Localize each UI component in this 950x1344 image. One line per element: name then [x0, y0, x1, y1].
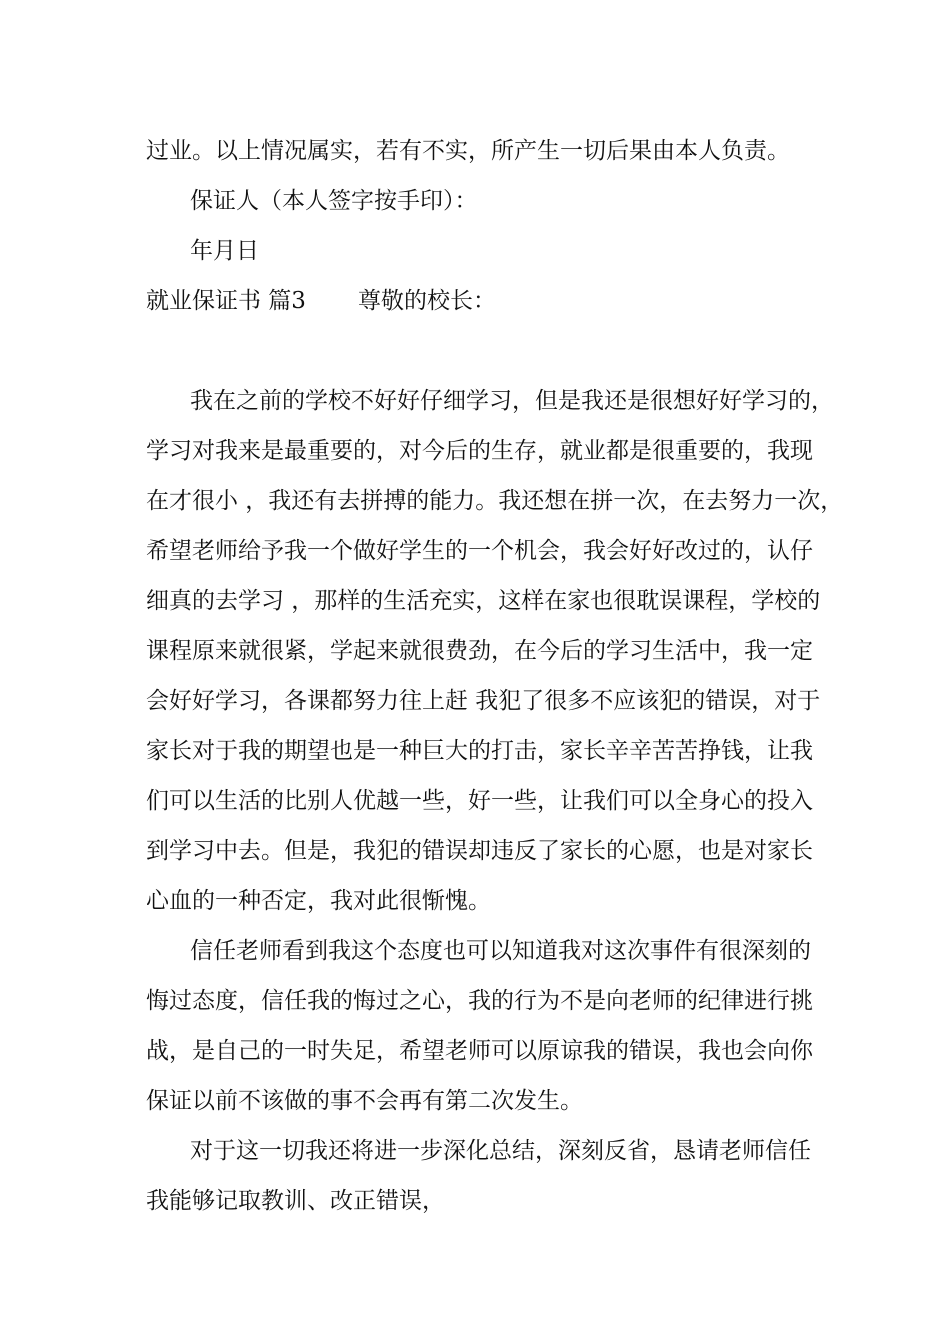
paragraph-line: 在才很小 ，我还有去拼搏的能力。我还想在拼一次，在去努力一次，: [146, 488, 844, 514]
paragraph-line: 们可以生活的比别人优越一些，好一些，让我们可以全身心的投入: [146, 788, 813, 814]
date-line: 年月日: [190, 238, 259, 264]
paragraph-line: 信任老师看到我这个态度也可以知道我对这次事件有很深刻的: [190, 938, 811, 964]
paragraph-line: 课程原来就很紧，学起来就很费劲，在今后的学习生活中，我一定: [146, 638, 813, 664]
paragraph-line: 家长对于我的期望也是一种巨大的打击，家长辛辛苦苦挣钱，让我: [146, 738, 813, 764]
paragraph-line: 保证以前不该做的事不会再有第二次发生。: [146, 1088, 583, 1114]
paragraph-line: 悔过态度，信任我的悔过之心，我的行为不是向老师的纪律进行挑: [146, 988, 813, 1014]
text-line: 过业。以上情况属实，若有不实，所产生一切后果由本人负责。: [146, 138, 790, 164]
paragraph-line: 会好好学习，各课都努力往上赶 我犯了很多不应该犯的错误，对于: [146, 688, 821, 714]
paragraph-line: 到学习中去。但是，我犯的错误却违反了家长的心愿，也是对家长: [146, 838, 813, 864]
paragraph-line: 我能够记取教训、改正错误，: [146, 1188, 445, 1214]
paragraph-line: 学习对我来是最重要的，对今后的生存，就业都是很重要的，我现: [146, 438, 813, 464]
paragraph-line: 战，是自己的一时失足，希望老师可以原谅我的错误，我也会向你: [146, 1038, 813, 1064]
paragraph-line: 希望老师给予我一个做好学生的一个机会，我会好好改过的，认仔: [146, 538, 813, 564]
paragraph-line: 心血的一种否定，我对此很惭愧。: [146, 888, 491, 914]
guarantor-line: 保证人（本人签字按手印）：: [190, 188, 478, 214]
paragraph-line: 细真的去学习 ，那样的生活充实，这样在家也很耽误课程，学校的: [146, 588, 821, 614]
paragraph-line: 对于这一切我还将进一步深化总结，深刻反省，恳请老师信任: [190, 1138, 811, 1164]
section-heading: [146, 286, 496, 316]
section-title: 就业保证书 篇3: [146, 288, 306, 314]
salutation: 尊敬的校长：: [357, 288, 496, 314]
paragraph-line: 我在之前的学校不好好仔细学习，但是我还是很想好好学习的，: [190, 388, 834, 414]
